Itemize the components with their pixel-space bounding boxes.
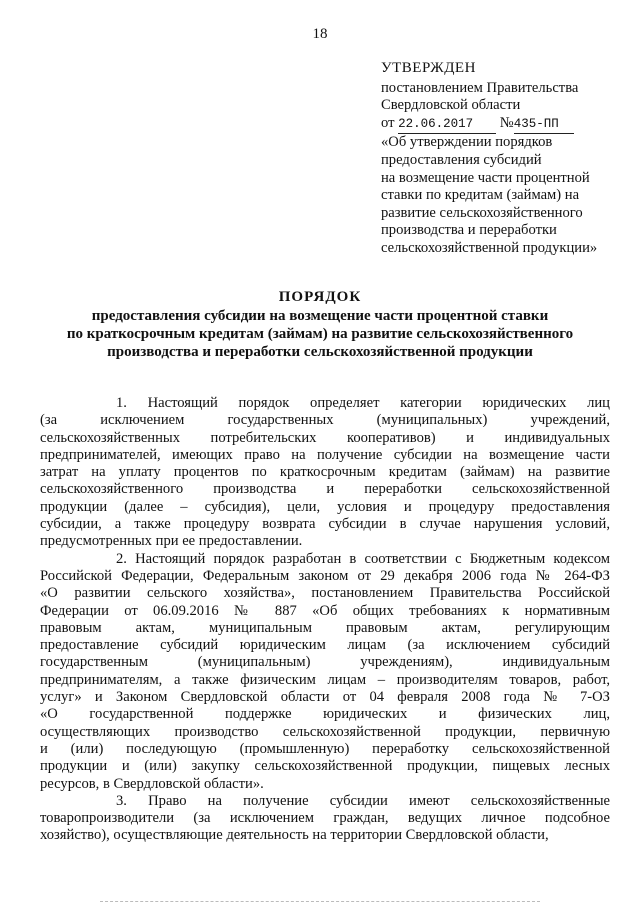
paragraph [40,792,610,845]
paragraph-line: субсидии, а также процедуру возврата субсидии в случае нарушения условий, [40,516,610,533]
approval-block [381,60,621,258]
document-title-line: производства и переработки сельскохозяйственной продукции [107,344,533,360]
paragraph-line: услуг» и Законом Свердловской области от 04 февраля 2008 года № 7-ОЗ [40,689,610,706]
paragraph [40,395,610,551]
paragraph-line: сельскохозяйственного производства и переработки сельскохозяйственной [40,481,610,498]
paragraph-line: Российской Федерации, Федеральным законом от 29 декабря 2006 года № 264-ФЗ [40,567,610,584]
paragraph-line: предпринимателям, а также физическим лицам – производителям товаров, работ, [40,671,610,688]
paragraph [40,550,610,793]
approval-title-line: предоставления субсидий [381,151,542,168]
paragraph-line: 1. Настоящий порядок определяет категории юридических лиц [116,395,610,411]
paragraph-line: 2. Настоящий порядок разработан в соответствии с Бюджетным кодексом [116,550,610,567]
document-title-lines [40,307,600,361]
approval-title-line: ставки по кредитам (займам) на [381,187,580,204]
paragraph-line: продукции (далее – субсидия), цели, условия и процедуру предоставления [40,498,610,515]
paragraph-line: предусмотренных при ее предоставлении. [40,533,303,550]
approval-title [381,134,621,257]
paragraph-line: Федерации от 06.09.2016 № 887 «Об общих требованиях к нормативным [40,602,610,619]
scan-edge-line [100,901,540,903]
approval-title-line: развитие сельскохозяйственного [381,204,583,221]
approval-title-line: сельскохозяйственной продукции» [381,239,598,256]
paragraph-line: предоставление субсидий юридическим лицам (за исключением субсидий [40,637,610,654]
paragraph-line: ресурсов, в Свердловской области». [40,775,264,792]
paragraph-line: сельскохозяйственных потребительских кооперативов) и индивидуальных [40,429,610,446]
approval-date-line [381,115,621,135]
approval-title-line: производства и переработки [381,222,557,239]
approval-heading: УТВЕРЖДЕН [381,60,476,76]
page-number: 18 [312,26,328,42]
approval-line-1: постановлением Правительства [381,79,579,96]
approval-line-2: Свердловской области [381,97,521,114]
document-title-line: по краткосрочным кредитам (займам) на развитие сельскохозяйственного [66,326,574,342]
document-title [40,288,600,361]
paragraph-line: «О развитии сельского хозяйства», постановлением Правительства Российской [40,585,610,602]
approval-number: 435-ПП [514,116,574,135]
paragraph-line: предпринимателей, имеющих право на получение субсидии на возмещение части [40,446,610,463]
paragraph-line: затрат на уплату процентов по краткосрочным кредитам (займам) на развитие [40,464,610,481]
document-title-line: предоставления субсидии на возмещение части процентной ставки [91,308,549,324]
paragraph-line: государственным (муниципальным) учреждениям), индивидуальным [40,654,610,671]
date-prefix: от [381,114,395,131]
approval-date: 22.06.2017 [398,116,496,135]
paragraph-line: правовым актам, муниципальным правовым актам, регулирующим [40,619,610,636]
number-prefix: № [499,114,514,131]
document-body [40,395,610,845]
paragraph-line: «О государственной поддержке юридических и физических лиц, [40,706,610,723]
paragraph-line: 3. Право на получение субсидии имеют сельскохозяйственные [116,792,610,809]
approval-title-line: «Об утверждении порядков [381,134,553,151]
paragraph-line: хозяйство), осуществляющие деятельность на территории Свердловской области, [40,827,549,844]
paragraph-line: (за исключением государственных (муниципальных) учреждений, [40,412,610,429]
paragraph-line: и (или) последующую (промышленную) переработку сельскохозяйственной [40,740,610,757]
document-title-main: ПОРЯДОК [278,289,362,305]
paragraph-line: товаропроизводители (за исключением граждан, ведущих личное подсобное [40,810,610,827]
approval-title-line: на возмещение части процентной [381,169,590,186]
paragraph-line: осуществляющих производство сельскохозяйственной продукции, первичную [40,723,610,740]
paragraph-line: продукции и (или) закупку сельскохозяйственной продукции, пищевых лесных [40,758,610,775]
